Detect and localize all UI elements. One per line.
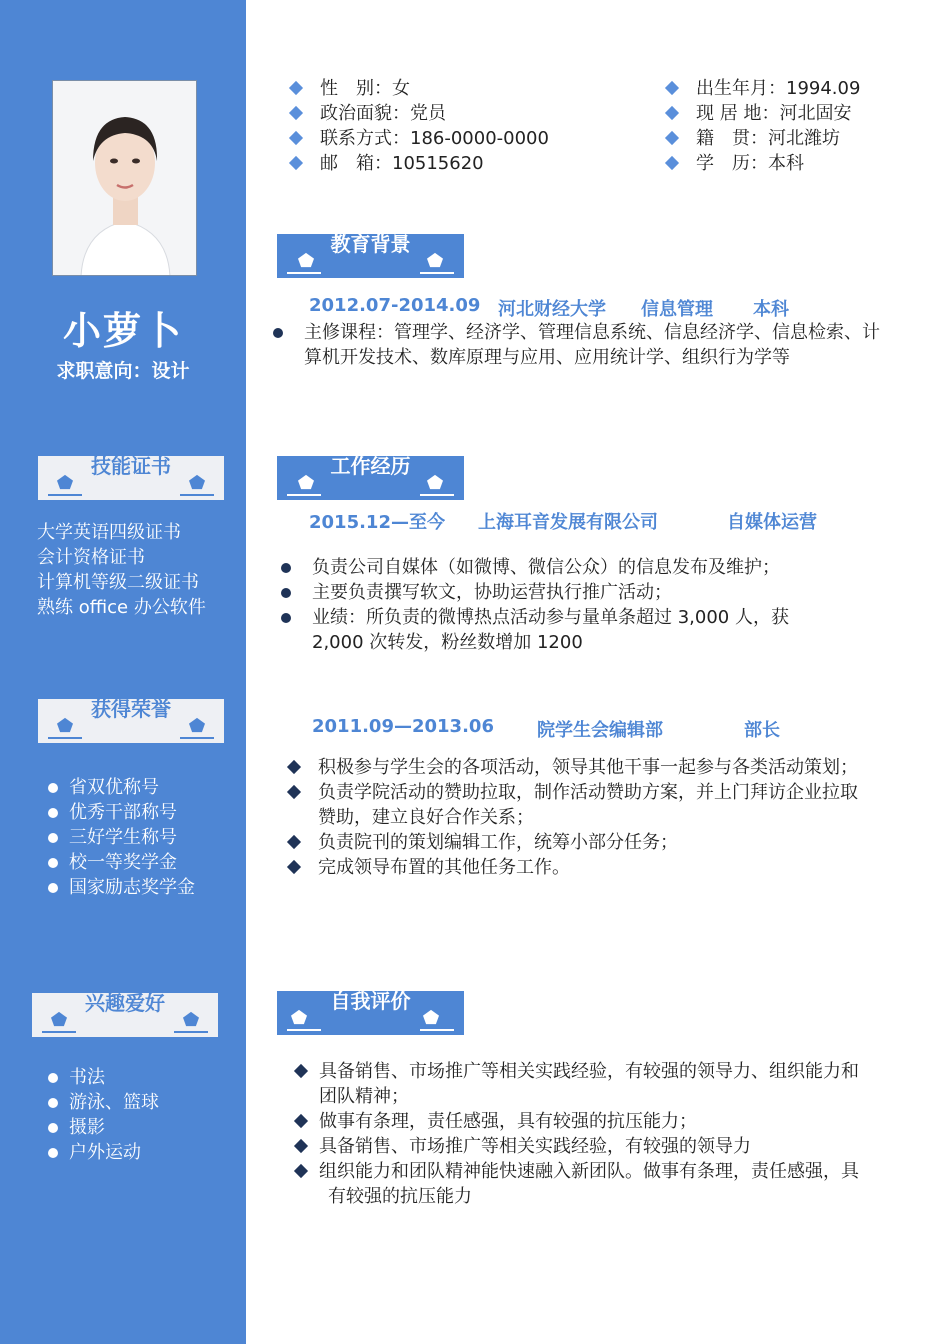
header-underline <box>420 494 454 496</box>
personal-info-right <box>663 76 860 176</box>
bullet-dot <box>281 588 291 598</box>
info-row: 联系方式：186-0000-0000 <box>287 126 549 151</box>
job2-bullets <box>285 755 925 880</box>
header-underline <box>287 272 321 274</box>
bullet-dot <box>48 1098 58 1108</box>
bullet-dot <box>48 1148 58 1158</box>
list-item: 熟练 office 办公软件 <box>37 597 206 618</box>
diamond-bullet-icon <box>289 156 303 170</box>
hobbies-list <box>37 1065 159 1165</box>
list-item: 计算机等级二级证书 <box>37 572 199 593</box>
education-degree: 本科 <box>753 299 789 320</box>
info-row: 学 历：本科 <box>663 151 860 176</box>
list-item: 业绩：所负责的微博热点活动参与量单条超过 3,000 人，获 2,000 次转发，粉丝数增加 1200 <box>279 605 919 655</box>
list-item: 完成领导布置的其他任务工作。 <box>285 855 925 880</box>
hobbies-title: 兴趣爱好 <box>85 991 165 1015</box>
job1-company: 上海耳音发展有限公司 <box>478 512 658 533</box>
info-row: 出生年月：1994.09 <box>663 76 860 101</box>
honors-section-header <box>38 699 224 743</box>
pentagon-icon <box>188 474 206 490</box>
list-item: 具备销售、市场推广等相关实践经验，有较强的领导力 <box>292 1134 922 1159</box>
pentagon-icon <box>188 717 206 733</box>
work-title: 工作经历 <box>330 454 411 478</box>
diamond-bullet-icon <box>665 106 679 120</box>
pentagon-icon <box>426 252 444 268</box>
work-section-header <box>277 456 464 500</box>
list-item: 负责学院活动的赞助拉取，制作活动赞助方案，并上门拜访企业拉取 赞助，建立良好合作关系； <box>285 780 925 830</box>
list-item: 组织能力和团队精神能快速融入新团队。做事有条理，责任感强，具 有较强的抗压能力 <box>292 1159 922 1209</box>
education-school: 河北财经大学 <box>498 299 606 320</box>
pentagon-icon <box>422 1009 440 1025</box>
bullet-dot <box>48 808 58 818</box>
job2-role: 部长 <box>744 720 780 741</box>
education-section-header <box>277 234 464 278</box>
header-underline <box>420 1029 454 1031</box>
list-item: 做事有条理，责任感强，具有较强的抗压能力； <box>292 1109 922 1134</box>
list-item: 会计资格证书 <box>37 547 145 568</box>
education-major: 信息管理 <box>641 299 713 320</box>
list-item: 优秀干部称号 <box>37 800 195 825</box>
pentagon-icon <box>56 474 74 490</box>
person-name: 小萝卜 <box>62 309 183 353</box>
list-item: 具备销售、市场推广等相关实践经验，有较强的领导力、组织能力和 团队精神； <box>292 1059 922 1109</box>
bullet-dot <box>273 328 283 338</box>
header-underline <box>287 1029 321 1031</box>
bullet-dot <box>281 563 291 573</box>
header-underline <box>48 737 82 739</box>
self-eval-title: 自我评价 <box>330 989 411 1013</box>
pentagon-icon <box>426 474 444 490</box>
job-intent: 求职意向：设计 <box>56 360 190 382</box>
info-row: 邮 箱：10515620 <box>287 151 549 176</box>
info-row: 籍 贯：河北潍坊 <box>663 126 860 151</box>
job2-org: 院学生会编辑部 <box>537 720 663 741</box>
education-period: 2012.07-2014.09 <box>309 295 481 316</box>
diamond-bullet-icon <box>287 785 301 799</box>
diamond-bullet-icon <box>289 106 303 120</box>
bullet-dot <box>48 1073 58 1083</box>
pentagon-icon <box>297 252 315 268</box>
list-item: 摄影 <box>37 1115 159 1140</box>
honors-list <box>37 775 195 900</box>
bullet-dot <box>281 613 291 623</box>
list-item: 三好学生称号 <box>37 825 195 850</box>
job1-period: 2015.12—至今 <box>309 512 445 533</box>
header-underline <box>42 1031 76 1033</box>
list-item: 国家励志奖学金 <box>37 875 195 900</box>
list-item: 游泳、篮球 <box>37 1090 159 1115</box>
bullet-dot <box>48 858 58 868</box>
skills-section-header <box>38 456 224 500</box>
list-item: 大学英语四级证书 <box>37 522 181 543</box>
list-item: 负责公司自媒体（如微博、微信公众）的信息发布及维护； <box>279 555 919 580</box>
education-courses: 主修课程：管理学、经济学、管理信息系统、信息经济学、信息检索、计 算机开发技术、数库原理与应用、应用统计学、组织行为学等 <box>271 320 941 370</box>
list-item: 积极参与学生会的各项活动，领导其他干事一起参与各类活动策划； <box>285 755 925 780</box>
diamond-bullet-icon <box>294 1064 308 1078</box>
job1-bullets <box>279 555 919 655</box>
job2-period: 2011.09—2013.06 <box>312 716 494 737</box>
self-eval-bullets <box>292 1059 922 1209</box>
info-row: 现 居 地：河北固安 <box>663 101 860 126</box>
job1-role: 自媒体运营 <box>727 512 817 533</box>
education-title: 教育背景 <box>330 232 411 256</box>
header-underline <box>48 494 82 496</box>
diamond-bullet-icon <box>665 81 679 95</box>
diamond-bullet-icon <box>287 860 301 874</box>
bullet-dot <box>48 783 58 793</box>
diamond-bullet-icon <box>289 81 303 95</box>
diamond-bullet-icon <box>287 760 301 774</box>
header-underline <box>174 1031 208 1033</box>
diamond-bullet-icon <box>287 835 301 849</box>
pentagon-icon <box>182 1011 200 1027</box>
list-item: 负责院刊的策划编辑工作，统筹小部分任务； <box>285 830 925 855</box>
pentagon-icon <box>290 1009 308 1025</box>
diamond-bullet-icon <box>294 1139 308 1153</box>
bullet-dot <box>48 833 58 843</box>
diamond-bullet-icon <box>294 1164 308 1178</box>
pentagon-icon <box>50 1011 68 1027</box>
list-item: 校一等奖学金 <box>37 850 195 875</box>
pentagon-icon <box>56 717 74 733</box>
header-underline <box>420 272 454 274</box>
skills-title: 技能证书 <box>91 454 171 478</box>
bullet-dot <box>48 1123 58 1133</box>
diamond-bullet-icon <box>665 156 679 170</box>
diamond-bullet-icon <box>665 131 679 145</box>
pentagon-icon <box>297 474 315 490</box>
list-item: 主要负责撰写软文，协助运营执行推广活动； <box>279 580 919 605</box>
self-eval-section-header <box>277 991 464 1035</box>
info-row: 性 别：女 <box>287 76 549 101</box>
list-item: 书法 <box>37 1065 159 1090</box>
diamond-bullet-icon <box>294 1114 308 1128</box>
header-underline <box>287 494 321 496</box>
diamond-bullet-icon <box>289 131 303 145</box>
info-row: 政治面貌：党员 <box>287 101 549 126</box>
list-item: 户外运动 <box>37 1140 159 1165</box>
header-underline <box>180 494 214 496</box>
bullet-dot <box>48 883 58 893</box>
honors-title: 获得荣誉 <box>91 697 171 721</box>
hobbies-section-header <box>32 993 218 1037</box>
list-item: 省双优称号 <box>37 775 195 800</box>
personal-info-left <box>287 76 549 176</box>
profile-photo <box>52 80 197 276</box>
skills-list <box>37 520 206 620</box>
header-underline <box>180 737 214 739</box>
